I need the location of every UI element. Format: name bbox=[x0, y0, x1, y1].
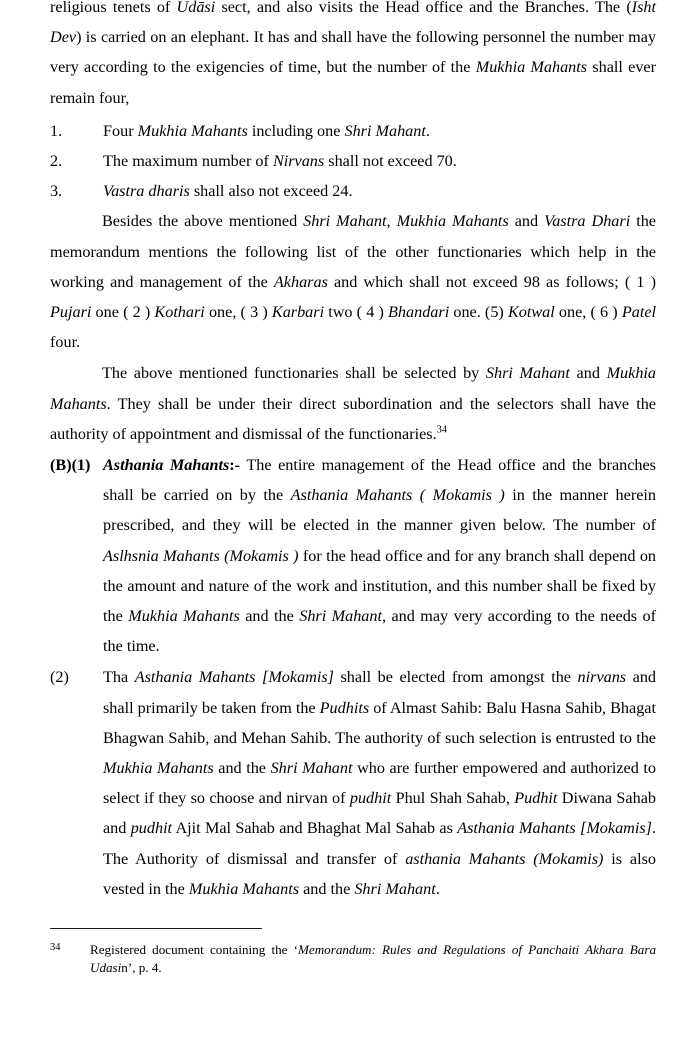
numbered-list-item bbox=[50, 116, 656, 146]
list-marker: 2. bbox=[50, 152, 63, 171]
paragraph-above-mentioned-text: The above mentioned functionaries shall be selected by Shri Mahant and Mukhia Mahants. They shall be under their direct subordination and the selectors shall have the authority of appointment and dismissal of the functionaries. bbox=[50, 364, 657, 443]
paragraph-continued-top: religious tenets of Udāsi sect, and also visits the Head office and the Branches. The (Isht Dev) is carried on an elephant. It has and shall have the following personnel the number may very according to the exigencies of time, but the number of the Mukhia Mahants shall ever remain four, bbox=[50, 0, 657, 107]
list-item-text: Vastra dharis shall also not exceed 24. bbox=[103, 182, 353, 201]
paragraph-besides: Besides the above mentioned Shri Mahant, Mukhia Mahants and Vastra Dhari the memorandum mentions the following list of the other functionaries which help in the working and management of the Akharas and which shall not exceed 98 as follows; ( 1 ) Pujari one ( 2 ) Kothari one, ( 3 ) Karbari two ( 4 ) Bhandari one. (5) Kotwal one, ( 6 ) Patel four. bbox=[50, 212, 657, 352]
list-item-text: Tha Asthania Mahants [Mokamis] shall be elected from amongst the nirvans and shall primarily be taken from the Pudhits of Almast Sahib: Balu Hasna Sahib, Bhagat Bhagwan Sahib, and Mehan Sahib. The authority of such selection is entrusted to the Mukhia Mahants and the Shri Mahant who are further empowered and authorized to select if they so choose and nirvan of pudhit Phul Shah Sahab, Pudhit Diwana Sahab and pudhit Ajit Mal Sahab and Bhaghat Mal Sahab as Asthania Mahants [Mokamis]. The Authority of dismissal and transfer of asthania Mahants (Mokamis) is also vested in the Mukhia Mahants and the Shri Mahant. bbox=[103, 668, 657, 898]
paragraph-above-mentioned bbox=[50, 358, 656, 449]
list-marker: (2) bbox=[50, 668, 69, 687]
numbered-list-item bbox=[50, 176, 656, 206]
list-marker: (B)(1) bbox=[50, 456, 91, 475]
list-item-text: The maximum number of Nirvans shall not exceed 70. bbox=[103, 152, 457, 171]
footnote-separator-rule bbox=[50, 928, 262, 929]
body-text-block bbox=[50, 0, 656, 904]
lettered-list-item-b1 bbox=[50, 450, 656, 661]
footnote-reference-34[interactable]: 34 bbox=[436, 424, 448, 436]
list-marker: 1. bbox=[50, 121, 63, 140]
list-item-text: Asthania Mahants:- The entire management of the Head office and the branches shall be carried on by the Asthania Mahants ( Mokamis ) in the manner herein prescribed, and they will be elected in the manner given below. The number of Aslhsnia Mahants (Mokamis ) for the head office and for any branch shall depend on the amount and nature of the work and institution, and this number shall be fixed by the Mukhia Mahants and the Shri Mahant, and may very according to the needs of the time. bbox=[103, 456, 657, 656]
footnote-number: 34 bbox=[50, 942, 61, 953]
footnote-zone bbox=[50, 928, 656, 976]
lettered-list-item-2 bbox=[50, 662, 656, 904]
numbered-list-item bbox=[50, 146, 656, 176]
footnote-text: Registered document containing the ‘Memorandum: Rules and Regulations of Panchaiti Akhara Bara Udasin’, p. 4. bbox=[90, 942, 656, 975]
list-marker: 3. bbox=[50, 182, 63, 201]
list-item-text: Four Mukhia Mahants including one Shri Mahant. bbox=[103, 121, 430, 140]
footnote-item bbox=[50, 941, 656, 976]
